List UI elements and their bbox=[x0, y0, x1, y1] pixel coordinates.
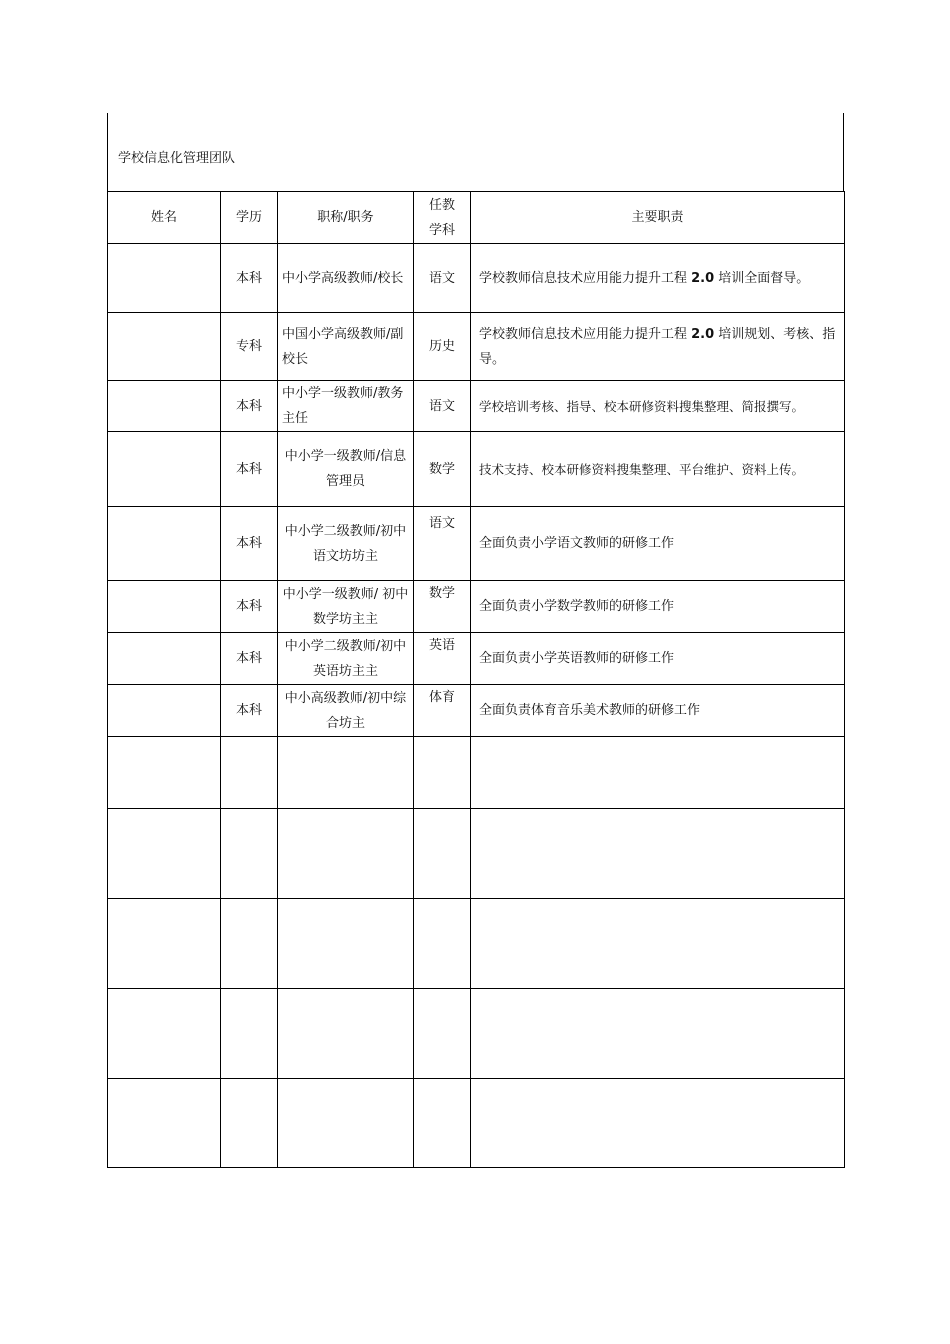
table-row bbox=[108, 581, 845, 633]
cell-education: 专科 bbox=[221, 313, 278, 381]
empty-cell bbox=[471, 809, 845, 899]
cell-subject: 英语 bbox=[414, 633, 471, 685]
cell-name bbox=[108, 685, 221, 737]
cell-education: 本科 bbox=[221, 381, 278, 432]
cell-title-post: 中小学一级教师/信息管理员 bbox=[278, 432, 414, 507]
cell-education: 本科 bbox=[221, 432, 278, 507]
cell-name bbox=[108, 581, 221, 633]
title-row bbox=[107, 113, 844, 191]
duty-version: 2.0 bbox=[691, 270, 715, 286]
cell-duty: 全面负责小学英语教师的研修工作 bbox=[471, 633, 845, 685]
team-table bbox=[107, 191, 845, 1168]
cell-title-post: 中国小学高级教师/副校长 bbox=[278, 313, 414, 381]
empty-row bbox=[108, 1079, 845, 1168]
cell-duty: 全面负责体育音乐美术教师的研修工作 bbox=[471, 685, 845, 737]
empty-cell bbox=[108, 899, 221, 989]
cell-duty: 全面负责小学数学教师的研修工作 bbox=[471, 581, 845, 633]
empty-cell bbox=[471, 737, 845, 809]
cell-name bbox=[108, 432, 221, 507]
cell-subject: 数学 bbox=[414, 432, 471, 507]
empty-cell bbox=[414, 1079, 471, 1168]
table-row bbox=[108, 685, 845, 737]
cell-subject: 历史 bbox=[414, 313, 471, 381]
empty-cell bbox=[471, 899, 845, 989]
table-row bbox=[108, 381, 845, 432]
empty-row bbox=[108, 737, 845, 809]
cell-duty: 全面负责小学语文教师的研修工作 bbox=[471, 507, 845, 581]
table-row bbox=[108, 244, 845, 313]
cell-subject: 语文 bbox=[414, 507, 471, 581]
document-sheet bbox=[107, 113, 844, 1168]
cell-subject: 语文 bbox=[414, 381, 471, 432]
empty-cell bbox=[278, 989, 414, 1079]
cell-title-post: 中小学一级教师/ 初中数学坊主主 bbox=[278, 581, 414, 633]
table-row bbox=[108, 633, 845, 685]
empty-row bbox=[108, 989, 845, 1079]
table-row bbox=[108, 507, 845, 581]
empty-cell bbox=[414, 899, 471, 989]
empty-cell bbox=[221, 989, 278, 1079]
cell-duty: 学校培训考核、指导、校本研修资料搜集整理、简报撰写。 bbox=[471, 381, 845, 432]
cell-subject: 体育 bbox=[414, 685, 471, 737]
duty-text-end: 培训全面督导。 bbox=[714, 270, 810, 286]
empty-cell bbox=[221, 1079, 278, 1168]
header-education: 学历 bbox=[221, 192, 278, 244]
header-title-post: 职称/职务 bbox=[278, 192, 414, 244]
empty-row bbox=[108, 809, 845, 899]
empty-cell bbox=[414, 989, 471, 1079]
table-row bbox=[108, 313, 845, 381]
cell-subject: 数学 bbox=[414, 581, 471, 633]
cell-title-post: 中小学二级教师/初中语文坊坊主 bbox=[278, 507, 414, 581]
header-subject: 任教学科 bbox=[414, 192, 471, 244]
duty-version: 2.0 bbox=[691, 326, 715, 342]
header-row bbox=[108, 192, 845, 244]
cell-title-post: 中小学一级教师/教务主任 bbox=[278, 381, 414, 432]
cell-duty bbox=[471, 244, 845, 313]
empty-cell bbox=[278, 1079, 414, 1168]
duty-text: 学校教师信息技术应用能力提升工程 bbox=[479, 270, 692, 286]
empty-cell bbox=[414, 737, 471, 809]
cell-education: 本科 bbox=[221, 507, 278, 581]
cell-name bbox=[108, 244, 221, 313]
empty-cell bbox=[471, 1079, 845, 1168]
table-row bbox=[108, 432, 845, 507]
empty-cell bbox=[221, 809, 278, 899]
cell-duty: 技术支持、校本研修资料搜集整理、平台维护、资料上传。 bbox=[471, 432, 845, 507]
cell-title-post: 中小高级教师/初中综合坊主 bbox=[278, 685, 414, 737]
empty-cell bbox=[414, 809, 471, 899]
cell-education: 本科 bbox=[221, 633, 278, 685]
duty-text-end: 培训规划、考核、指导。 bbox=[479, 326, 836, 367]
empty-cell bbox=[108, 989, 221, 1079]
cell-name bbox=[108, 381, 221, 432]
cell-education: 本科 bbox=[221, 685, 278, 737]
empty-cell bbox=[471, 989, 845, 1079]
empty-row bbox=[108, 899, 845, 989]
cell-name bbox=[108, 633, 221, 685]
cell-title-post: 中小学二级教师/初中英语坊主主 bbox=[278, 633, 414, 685]
empty-cell bbox=[278, 809, 414, 899]
header-name: 姓名 bbox=[108, 192, 221, 244]
cell-duty bbox=[471, 313, 845, 381]
cell-subject: 语文 bbox=[414, 244, 471, 313]
empty-cell bbox=[278, 899, 414, 989]
table-title: 学校信息化管理团队 bbox=[118, 151, 236, 166]
header-duty: 主要职责 bbox=[471, 192, 845, 244]
empty-cell bbox=[221, 899, 278, 989]
empty-cell bbox=[108, 809, 221, 899]
cell-education: 本科 bbox=[221, 244, 278, 313]
cell-name bbox=[108, 313, 221, 381]
cell-title-post: 中小学高级教师/校长 bbox=[278, 244, 414, 313]
cell-education: 本科 bbox=[221, 581, 278, 633]
empty-cell bbox=[108, 1079, 221, 1168]
duty-text: 学校教师信息技术应用能力提升工程 bbox=[479, 326, 692, 342]
cell-name bbox=[108, 507, 221, 581]
empty-cell bbox=[221, 737, 278, 809]
empty-cell bbox=[278, 737, 414, 809]
empty-cell bbox=[108, 737, 221, 809]
